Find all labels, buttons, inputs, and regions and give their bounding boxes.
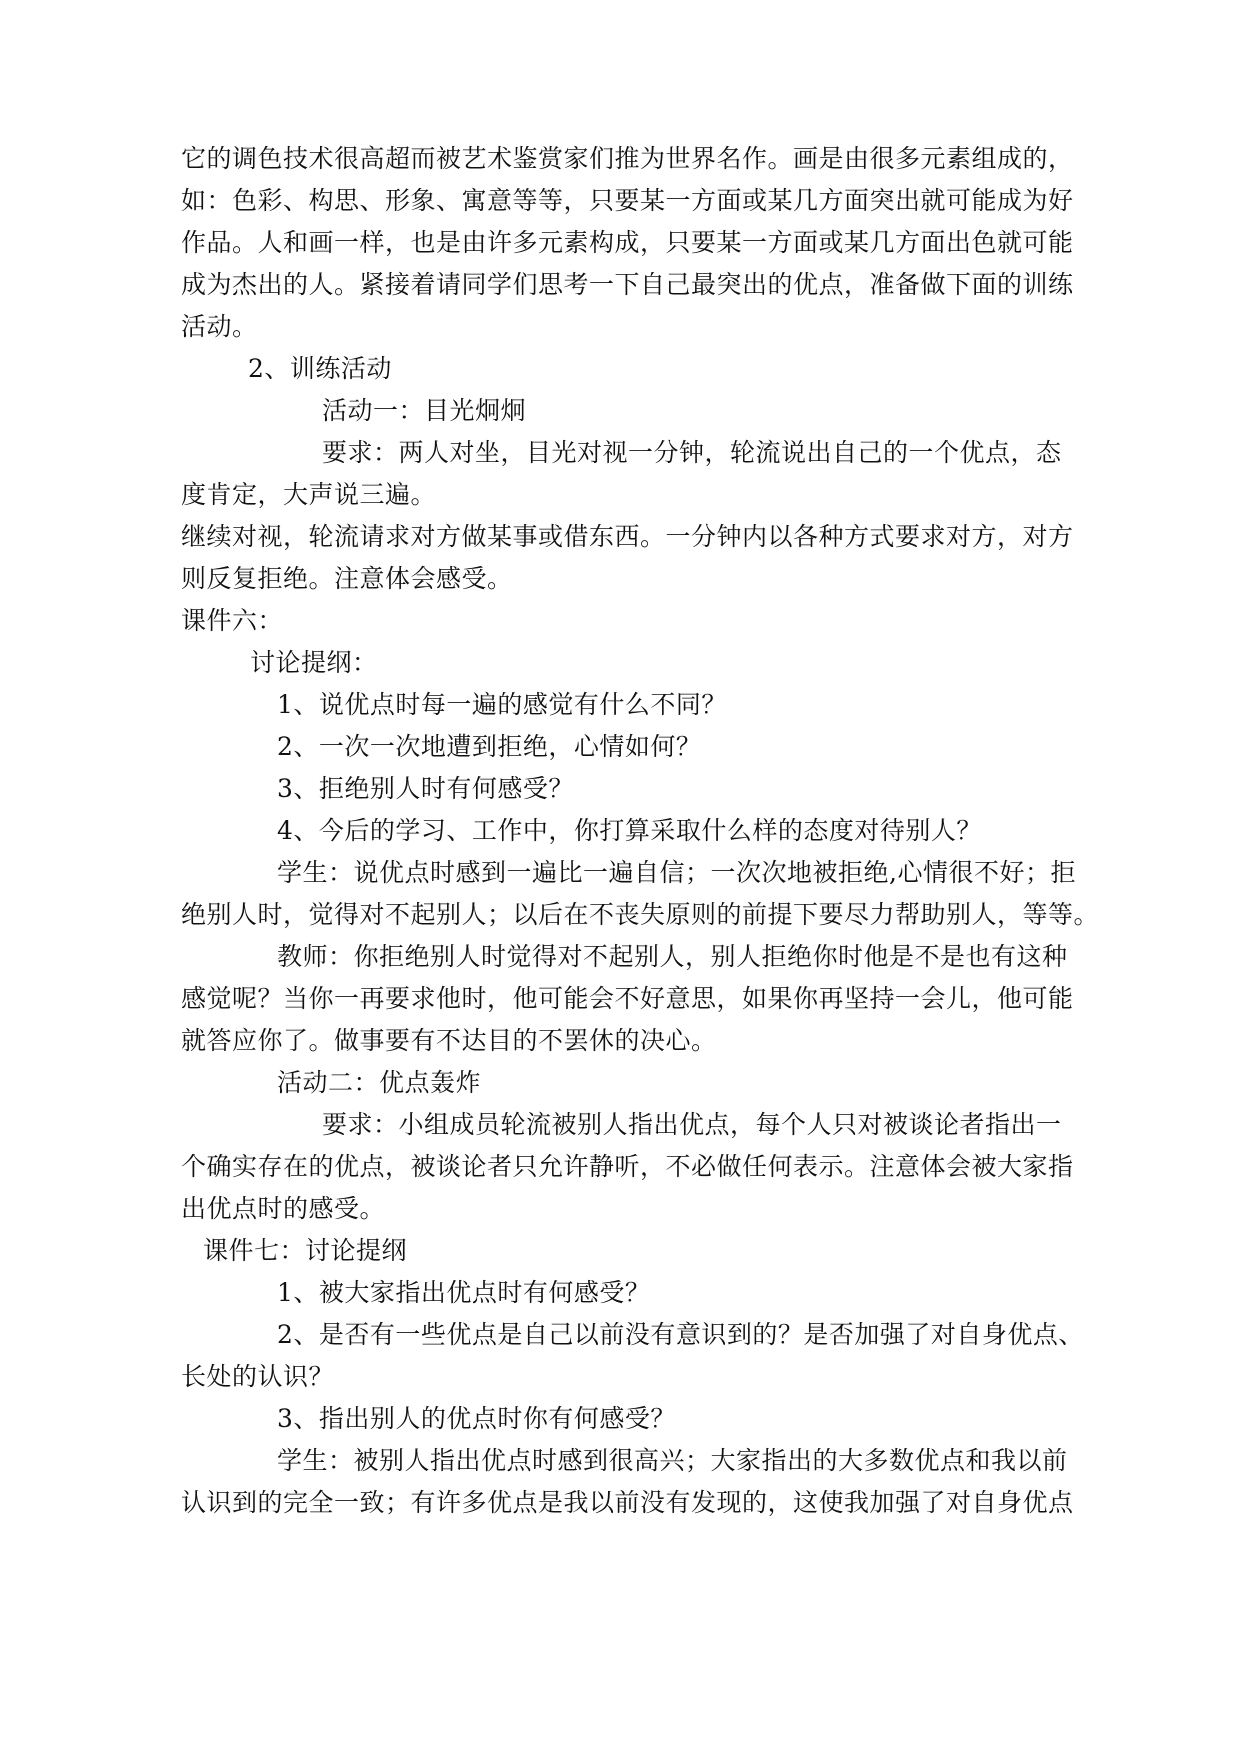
text-line: 学生：说优点时感到一遍比一遍自信；一次次地被拒绝,心情很不好；拒 <box>277 858 1076 887</box>
list-item: 3、指出别人的优点时你有何感受？ <box>277 1404 676 1433</box>
discussion-heading: 讨论提纲： <box>250 648 378 677</box>
text-line: 如：色彩、构思、形象、寓意等等，只要某一方面或某几方面突出就可能成为好 <box>181 186 1074 215</box>
list-item: 3、拒绝别人时有何感受？ <box>277 774 574 803</box>
text-line: 它的调色技术很高超而被艺术鉴赏家们推为世界名作。画是由很多元素组成的， <box>181 144 1074 173</box>
text-line: 继续对视，轮流请求对方做某事或借东西。一分钟内以各种方式要求对方，对方 <box>181 522 1074 551</box>
text-line: 度肯定，大声说三遍。 <box>181 480 437 509</box>
list-item: 4、今后的学习、工作中，你打算采取什么样的态度对待别人？ <box>277 816 982 845</box>
activity-title: 活动一：目光炯炯 <box>322 396 527 425</box>
text-line: 成为杰出的人。紧接着请同学们思考一下自己最突出的优点，准备做下面的训练 <box>181 270 1074 299</box>
courseware-label: 课件六： <box>181 606 284 635</box>
text-line: 活动。 <box>181 312 258 341</box>
activity-title: 活动二：优点轰炸 <box>277 1068 482 1097</box>
text-line: 个确实存在的优点，被谈论者只允许静听，不必做任何表示。注意体会被大家指 <box>181 1152 1074 1181</box>
text-line: 学生：被别人指出优点时感到很高兴；大家指出的大多数优点和我以前 <box>277 1446 1068 1475</box>
text-line: 出优点时的感受。 <box>181 1194 386 1223</box>
text-line: 就答应你了。做事要有不达目的不罢休的决心。 <box>181 1026 717 1055</box>
list-item: 1、说优点时每一遍的感觉有什么不同？ <box>277 690 727 719</box>
list-item: 2、是否有一些优点是自己以前没有意识到的？是否加强了对自身优点、 <box>277 1320 1084 1349</box>
text-line: 长处的认识？ <box>181 1362 335 1391</box>
courseware-label: 课件七：讨论提纲 <box>203 1236 408 1265</box>
text-line: 感觉呢？当你一再要求他时，他可能会不好意思，如果你再坚持一会儿，他可能 <box>181 984 1074 1013</box>
text-line: 则反复拒绝。注意体会感受。 <box>181 564 513 593</box>
list-item: 2、一次一次地遭到拒绝，心情如何？ <box>277 732 702 761</box>
text-line: 要求：小组成员轮流被别人指出优点，每个人只对被谈论者指出一 <box>322 1110 1062 1139</box>
list-item: 1、被大家指出优点时有何感受？ <box>277 1278 651 1307</box>
text-line: 要求：两人对坐，目光对视一分钟，轮流说出自己的一个优点，态 <box>322 438 1062 467</box>
text-line: 教师：你拒绝别人时觉得对不起别人，别人拒绝你时他是不是也有这种 <box>277 942 1068 971</box>
section-heading: 2、训练活动 <box>248 354 392 383</box>
text-line: 作品。人和画一样，也是由许多元素构成，只要某一方面或某几方面出色就可能 <box>181 228 1074 257</box>
text-line: 认识到的完全一致；有许多优点是我以前没有发现的，这使我加强了对自身优点 <box>181 1488 1074 1517</box>
text-line: 绝别人时，觉得对不起别人；以后在不丧失原则的前提下要尽力帮助别人，等等。 <box>181 900 1100 929</box>
